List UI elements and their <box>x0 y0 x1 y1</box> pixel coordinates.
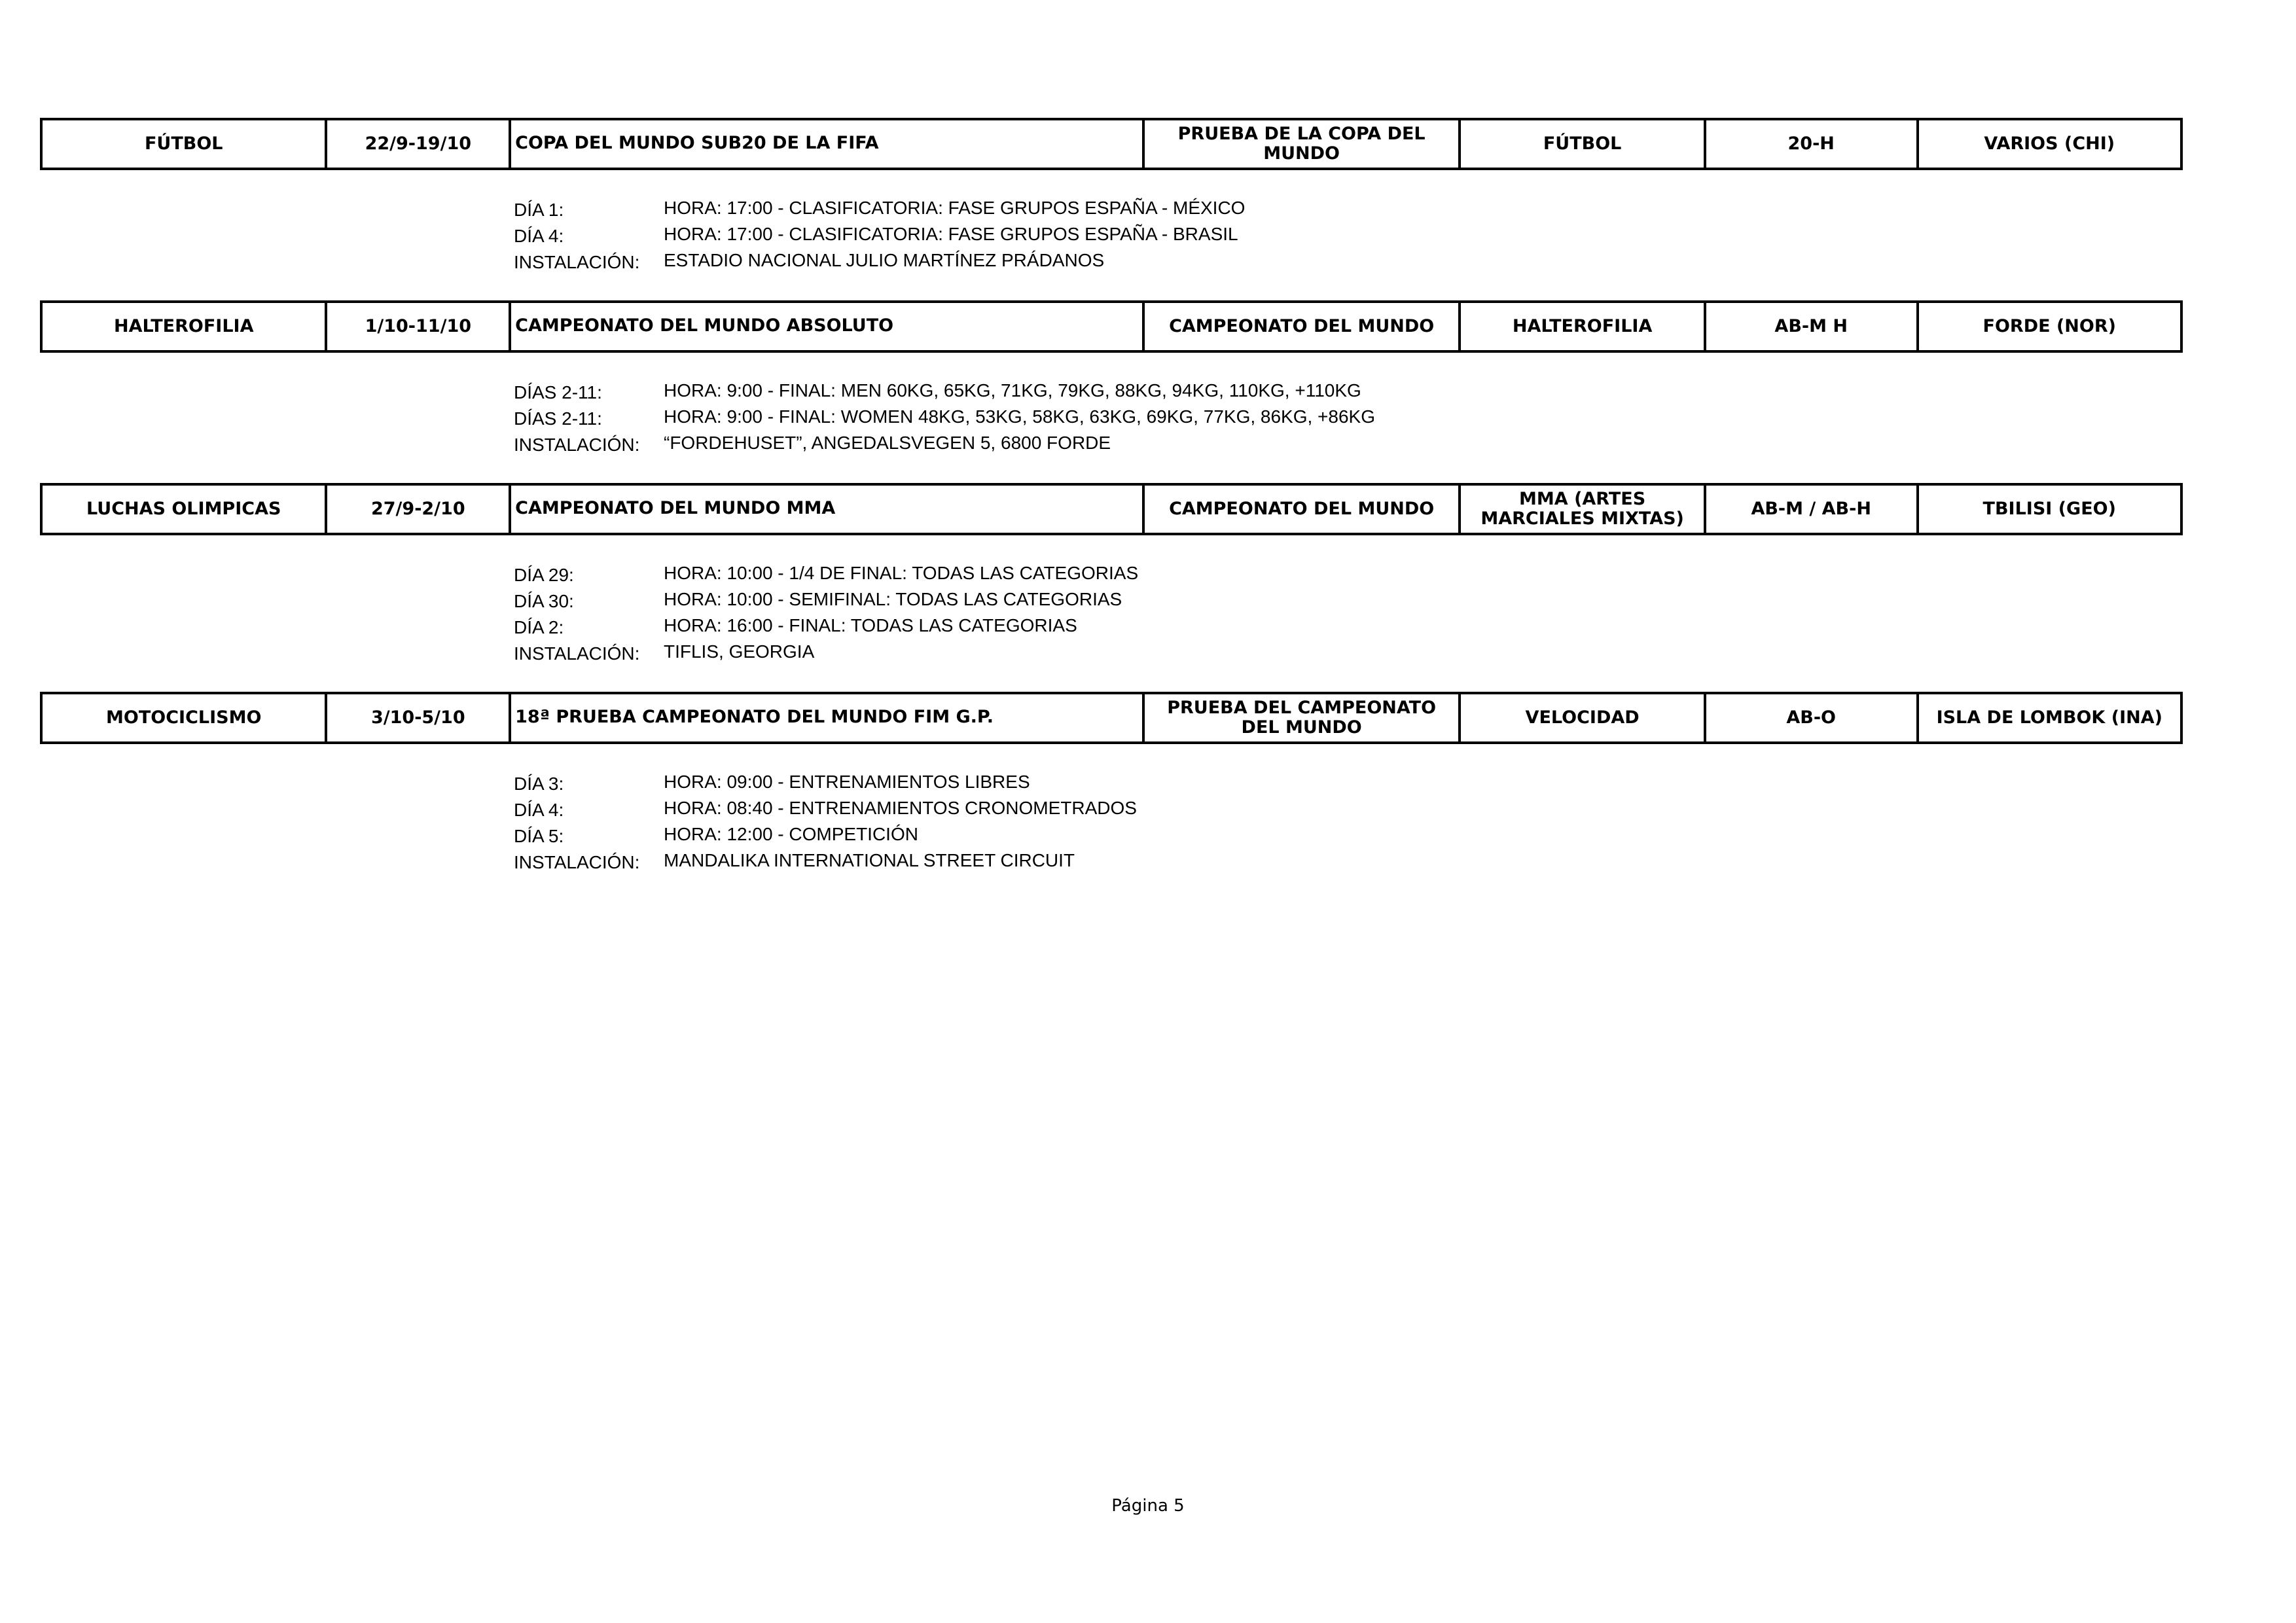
detail-label: DÍA 3: <box>514 774 564 794</box>
event-type: CAMPEONATO DEL MUNDO <box>1145 486 1461 533</box>
event-row-halterofilia <box>40 300 2183 353</box>
event-details-futbol <box>514 195 1245 274</box>
detail-value: HORA: 9:00 - FINAL: WOMEN 48KG, 53KG, 58KG, 63KG, 69KG, 77KG, 86KG, +86KG <box>664 406 1376 427</box>
detail-label: INSTALACIÓN: <box>514 435 640 455</box>
event-sport: LUCHAS OLIMPICAS <box>43 486 327 533</box>
detail-label: DÍAS 2-11: <box>514 408 602 429</box>
detail-row <box>514 560 1138 586</box>
event-type: PRUEBA DE LA COPA DEL MUNDO <box>1145 120 1461 168</box>
detail-label: INSTALACIÓN: <box>514 852 640 872</box>
event-discipline: HALTEROFILIA <box>1461 303 1706 350</box>
detail-row <box>514 586 1138 613</box>
event-row-futbol <box>40 118 2183 170</box>
event-location: FORDE (NOR) <box>1919 303 2183 350</box>
event-location: TBILISI (GEO) <box>1919 486 2183 533</box>
detail-label: DÍAS 2-11: <box>514 382 602 402</box>
event-details-luchas <box>514 560 1138 665</box>
event-dates: 1/10-11/10 <box>327 303 511 350</box>
detail-row <box>514 430 1375 456</box>
page-number: Página 5 <box>1111 1496 1185 1516</box>
detail-row <box>514 639 1138 665</box>
event-sport: FÚTBOL <box>43 120 327 168</box>
detail-label: DÍA 1: <box>514 200 564 220</box>
event-category: AB-M / AB-H <box>1706 486 1919 533</box>
event-dates: 27/9-2/10 <box>327 486 511 533</box>
event-name: CAMPEONATO DEL MUNDO ABSOLUTO <box>511 303 1145 350</box>
event-dates: 3/10-5/10 <box>327 694 511 741</box>
detail-value: HORA: 10:00 - SEMIFINAL: TODAS LAS CATEGORIAS <box>664 589 1122 609</box>
detail-row <box>514 404 1375 430</box>
detail-label: DÍA 30: <box>514 591 574 611</box>
detail-row <box>514 795 1137 821</box>
event-name: COPA DEL MUNDO SUB20 DE LA FIFA <box>511 120 1145 168</box>
detail-value: MANDALIKA INTERNATIONAL STREET CIRCUIT <box>664 850 1075 870</box>
detail-value: HORA: 10:00 - 1/4 DE FINAL: TODAS LAS CATEGORIAS <box>664 563 1139 583</box>
event-type: PRUEBA DEL CAMPEONATO DEL MUNDO <box>1145 694 1461 741</box>
detail-value: “FORDEHUSET”, ANGEDALSVEGEN 5, 6800 FORDE <box>664 433 1111 453</box>
detail-row <box>514 769 1137 795</box>
event-location: VARIOS (CHI) <box>1919 120 2183 168</box>
detail-value: HORA: 09:00 - ENTRENAMIENTOS LIBRES <box>664 772 1030 792</box>
event-location: ISLA DE LOMBOK (INA) <box>1919 694 2183 741</box>
event-discipline: MMA (ARTES MARCIALES MIXTAS) <box>1461 486 1706 533</box>
detail-label: INSTALACIÓN: <box>514 252 640 272</box>
event-details-motociclismo <box>514 769 1137 874</box>
event-discipline: VELOCIDAD <box>1461 694 1706 741</box>
detail-value: ESTADIO NACIONAL JULIO MARTÍNEZ PRÁDANOS <box>664 250 1105 270</box>
detail-row <box>514 613 1138 639</box>
event-details-halterofilia <box>514 378 1375 456</box>
event-name: 18ª PRUEBA CAMPEONATO DEL MUNDO FIM G.P. <box>511 694 1145 741</box>
event-dates: 22/9-19/10 <box>327 120 511 168</box>
detail-label: DÍA 4: <box>514 800 564 820</box>
detail-row <box>514 378 1375 404</box>
detail-label: INSTALACIÓN: <box>514 643 640 664</box>
event-category: AB-O <box>1706 694 1919 741</box>
detail-value: HORA: 9:00 - FINAL: MEN 60KG, 65KG, 71KG, 79KG, 88KG, 94KG, 110KG, +110KG <box>664 380 1361 401</box>
detail-value: HORA: 12:00 - COMPETICIÓN <box>664 824 918 844</box>
event-type: CAMPEONATO DEL MUNDO <box>1145 303 1461 350</box>
event-category: 20-H <box>1706 120 1919 168</box>
event-name: CAMPEONATO DEL MUNDO MMA <box>511 486 1145 533</box>
event-sport: MOTOCICLISMO <box>43 694 327 741</box>
detail-row <box>514 221 1245 247</box>
event-row-motociclismo <box>40 692 2183 744</box>
detail-row <box>514 847 1137 874</box>
detail-row <box>514 821 1137 847</box>
detail-value: HORA: 16:00 - FINAL: TODAS LAS CATEGORIAS <box>664 615 1077 635</box>
detail-label: DÍA 29: <box>514 565 574 585</box>
detail-value: HORA: 17:00 - CLASIFICATORIA: FASE GRUPOS ESPAÑA - BRASIL <box>664 224 1238 244</box>
detail-label: DÍA 4: <box>514 226 564 246</box>
detail-label: DÍA 2: <box>514 617 564 637</box>
event-sport: HALTEROFILIA <box>43 303 327 350</box>
event-row-luchas <box>40 483 2183 535</box>
detail-row <box>514 247 1245 274</box>
detail-label: DÍA 5: <box>514 826 564 846</box>
detail-value: TIFLIS, GEORGIA <box>664 641 815 662</box>
detail-value: HORA: 08:40 - ENTRENAMIENTOS CRONOMETRADOS <box>664 798 1137 818</box>
detail-row <box>514 195 1245 221</box>
event-category: AB-M H <box>1706 303 1919 350</box>
event-discipline: FÚTBOL <box>1461 120 1706 168</box>
detail-value: HORA: 17:00 - CLASIFICATORIA: FASE GRUPOS ESPAÑA - MÉXICO <box>664 198 1246 218</box>
